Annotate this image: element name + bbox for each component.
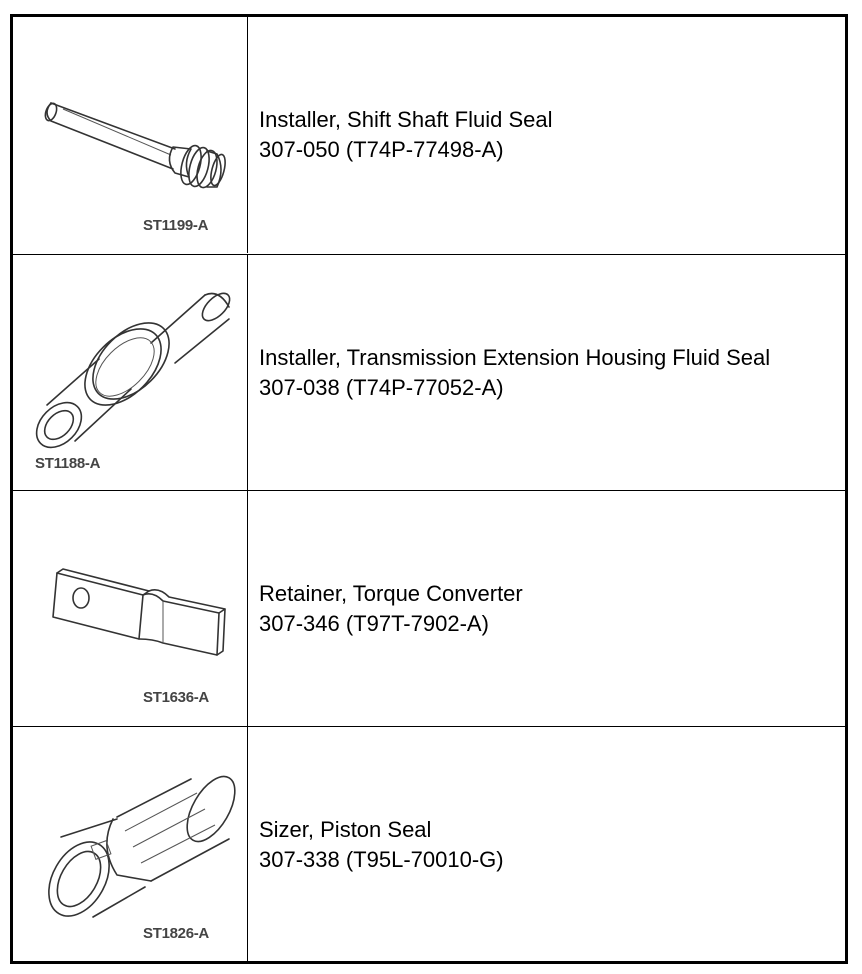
table-row	[13, 490, 845, 726]
table-row	[13, 254, 845, 490]
tool-number: 307-338 (T95L-70010-G)	[259, 847, 504, 872]
tool-name: Retainer, Torque Converter	[259, 581, 523, 606]
tool-description-cell	[259, 17, 849, 253]
tool-description-cell	[259, 491, 849, 726]
tool-name: Sizer, Piston Seal	[259, 817, 432, 842]
part-code-label: ST1199-A	[143, 217, 209, 234]
torque-converter-retainer-icon	[13, 491, 248, 727]
part-code-label: ST1188-A	[35, 455, 101, 472]
tool-image-cell	[13, 727, 248, 961]
piston-seal-sizer-icon	[13, 727, 248, 962]
shift-shaft-seal-installer-icon	[13, 17, 248, 253]
table-row	[13, 17, 845, 253]
tool-number: 307-038 (T74P-77052-A)	[259, 375, 504, 400]
tool-description-cell	[259, 727, 849, 961]
special-tools-table	[10, 14, 848, 964]
tool-description-cell	[259, 255, 849, 490]
tool-name: Installer, Transmission Extension Housing Fluid Seal	[259, 345, 771, 370]
table-row	[13, 726, 845, 961]
tool-number: 307-050 (T74P-77498-A)	[259, 137, 504, 162]
part-code-label: ST1636-A	[143, 689, 209, 706]
tool-name: Installer, Shift Shaft Fluid Seal	[259, 107, 553, 132]
tool-image-cell	[13, 17, 248, 253]
tool-image-cell	[13, 491, 248, 726]
part-code-label: ST1826-A	[143, 925, 209, 942]
tool-image-cell	[13, 255, 248, 490]
tool-number: 307-346 (T97T-7902-A)	[259, 611, 489, 636]
